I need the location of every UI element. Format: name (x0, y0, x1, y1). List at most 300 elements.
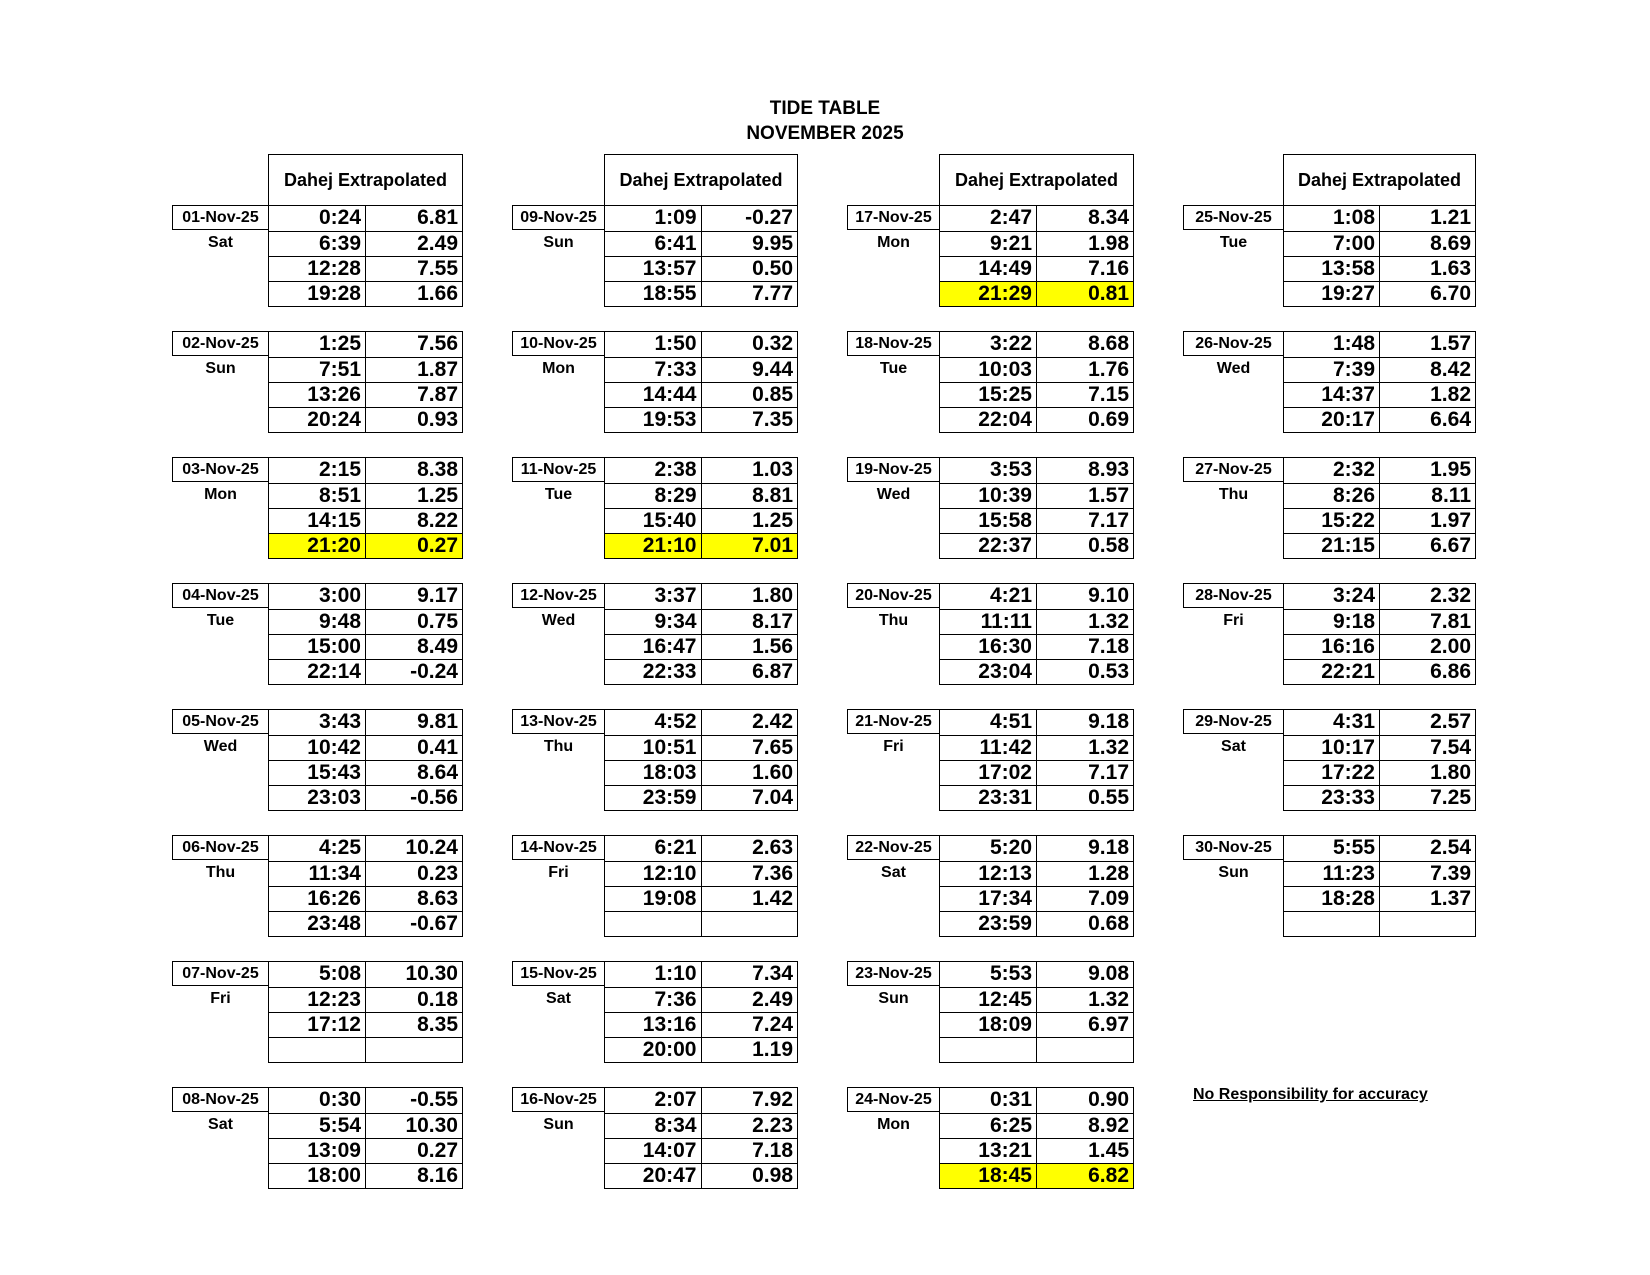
tide-row (605, 1163, 797, 1188)
tide-time: 17:12 (269, 1013, 366, 1037)
tide-time: 5:20 (940, 836, 1037, 861)
date-label: 27-Nov-25 (1183, 457, 1284, 482)
tide-row (605, 1088, 797, 1113)
tide-height: 7.16 (1088, 257, 1129, 280)
tide-row (269, 760, 462, 785)
tide-row (605, 1113, 797, 1138)
tide-time: 19:53 (605, 408, 702, 432)
date-label: 23-Nov-25 (847, 961, 940, 986)
tide-row (940, 508, 1133, 533)
tide-grid (1283, 709, 1476, 811)
date-label: 30-Nov-25 (1183, 835, 1284, 860)
tide-row (269, 508, 462, 533)
tide-row (1284, 861, 1475, 886)
tide-time: 17:02 (940, 761, 1037, 785)
tide-grid (939, 457, 1134, 559)
tide-row (940, 609, 1133, 634)
tide-row (940, 1138, 1133, 1163)
column-header: Dahej Extrapolated (604, 154, 798, 205)
tide-time: 4:21 (940, 584, 1037, 609)
tide-row (269, 483, 462, 508)
tide-row (1284, 206, 1475, 231)
tide-time: 7:39 (1284, 358, 1380, 382)
tide-time: 18:09 (940, 1013, 1037, 1037)
weekday-label: Tue (206, 611, 235, 629)
tide-height: 10.24 (405, 836, 458, 859)
tide-time: 1:25 (269, 332, 366, 357)
tide-height: 8.63 (417, 887, 458, 910)
tide-row (1284, 256, 1475, 281)
tide-height: 0.68 (1088, 912, 1129, 935)
tide-height: 7.18 (752, 1139, 793, 1162)
tide-row (269, 609, 462, 634)
tide-time: 10:51 (605, 736, 702, 760)
tide-height: 1.32 (1088, 988, 1129, 1011)
tide-height: 8.11 (1431, 484, 1471, 507)
tide-row (605, 508, 797, 533)
tide-time: 3:22 (940, 332, 1037, 357)
tide-time: 22:33 (605, 660, 702, 684)
tide-time: 18:55 (605, 282, 702, 306)
tide-row-highlighted (940, 281, 1133, 306)
tide-row (940, 357, 1133, 382)
date-label: 04-Nov-25 (172, 583, 269, 608)
tide-height: 9.18 (1088, 836, 1129, 859)
tide-height: 7.34 (752, 962, 793, 985)
tide-height: 0.75 (417, 610, 458, 633)
tide-time: 21:20 (269, 534, 366, 558)
weekday-label: Fri (548, 863, 569, 881)
tide-time: 10:42 (269, 736, 366, 760)
tide-row (1284, 533, 1475, 558)
tide-height (366, 1038, 462, 1062)
tide-time: 3:00 (269, 584, 366, 609)
tide-height: 9.95 (752, 232, 793, 255)
tide-row (269, 458, 462, 483)
tide-grid (1283, 331, 1476, 433)
tide-grid (268, 331, 463, 433)
tide-time: 1:10 (605, 962, 702, 987)
tide-time: 2:38 (605, 458, 702, 483)
tide-row (1284, 584, 1475, 609)
tide-height: 8.93 (1088, 458, 1129, 481)
tide-row (269, 1163, 462, 1188)
tide-row (940, 861, 1133, 886)
tide-time: 11:11 (940, 610, 1037, 634)
tide-height: 7.87 (417, 383, 458, 406)
tide-time: 19:08 (605, 887, 702, 911)
tide-row (269, 1113, 462, 1138)
tide-time: 12:28 (269, 257, 366, 281)
tide-height: 1.80 (752, 584, 793, 607)
tide-row (940, 231, 1133, 256)
tide-time: 12:23 (269, 988, 366, 1012)
tide-time: 20:47 (605, 1164, 702, 1188)
tide-grid (1283, 457, 1476, 559)
tide-height: 6.87 (752, 660, 793, 683)
tide-time: 6:21 (605, 836, 702, 861)
tide-time: 22:14 (269, 660, 366, 684)
tide-height: 9.17 (417, 584, 458, 607)
tide-time: 5:08 (269, 962, 366, 987)
tide-height: 9.44 (752, 358, 793, 381)
tide-row (605, 256, 797, 281)
tide-time: 21:10 (605, 534, 702, 558)
tide-time (940, 1038, 1037, 1062)
tide-time: 17:22 (1284, 761, 1380, 785)
tide-height: 2.54 (1430, 836, 1471, 859)
tide-time: 20:24 (269, 408, 366, 432)
date-label: 06-Nov-25 (172, 835, 269, 860)
tide-height: 8.17 (752, 610, 793, 633)
tide-time: 3:43 (269, 710, 366, 735)
tide-row (1284, 357, 1475, 382)
tide-row (1284, 911, 1475, 936)
weekday-label: Wed (876, 485, 911, 503)
tide-row (269, 332, 462, 357)
date-label: 07-Nov-25 (172, 961, 269, 986)
tide-height: 1.25 (417, 484, 458, 507)
tide-height: 6.86 (1430, 660, 1471, 683)
tide-row (269, 886, 462, 911)
tide-row (269, 785, 462, 810)
tide-height: 8.81 (752, 484, 793, 507)
tide-row (269, 911, 462, 936)
tide-height: 6.64 (1430, 408, 1471, 431)
page-title: TIDE TABLE (769, 98, 881, 119)
tide-row (269, 987, 462, 1012)
tide-height: 2.32 (1430, 584, 1471, 607)
tide-row (940, 1113, 1133, 1138)
tide-time: 16:26 (269, 887, 366, 911)
tide-row (605, 659, 797, 684)
tide-time: 14:44 (605, 383, 702, 407)
tide-height: 1.21 (1430, 206, 1471, 229)
tide-height: 1.28 (1088, 862, 1129, 885)
tide-row (269, 382, 462, 407)
tide-row (605, 634, 797, 659)
tide-time: 15:58 (940, 509, 1037, 533)
tide-height: 7.09 (1088, 887, 1129, 910)
tide-height: 8.69 (1430, 232, 1471, 255)
tide-time: 11:34 (269, 862, 366, 886)
tide-time: 5:55 (1284, 836, 1380, 861)
tide-row (269, 836, 462, 861)
tide-time: 12:45 (940, 988, 1037, 1012)
tide-row (940, 962, 1133, 987)
tide-grid (604, 709, 798, 811)
tide-row (940, 483, 1133, 508)
tide-row (605, 609, 797, 634)
tide-height: 8.64 (417, 761, 458, 784)
tide-time: 4:25 (269, 836, 366, 861)
tide-height: 7.18 (1088, 635, 1129, 658)
tide-time: 14:15 (269, 509, 366, 533)
tide-time: 4:52 (605, 710, 702, 735)
tide-height: 0.23 (417, 862, 458, 885)
tide-height: 7.56 (417, 332, 458, 355)
tide-row (605, 760, 797, 785)
tide-grid (939, 331, 1134, 433)
tide-row (605, 483, 797, 508)
tide-row (269, 256, 462, 281)
tide-height: 2.42 (752, 710, 793, 733)
tide-row (605, 206, 797, 231)
tide-time: 14:37 (1284, 383, 1380, 407)
tide-row (940, 634, 1133, 659)
tide-grid (268, 835, 463, 937)
tide-height: 6.82 (1037, 1164, 1133, 1188)
tide-row (605, 962, 797, 987)
tide-height: 1.45 (1088, 1139, 1129, 1162)
tide-grid (1283, 583, 1476, 685)
tide-time: 7:36 (605, 988, 702, 1012)
tide-height: 1.19 (752, 1038, 793, 1061)
tide-time: 14:49 (940, 257, 1037, 281)
weekday-label: Wed (203, 737, 238, 755)
date-label: 03-Nov-25 (172, 457, 269, 482)
tide-time: 13:09 (269, 1139, 366, 1163)
weekday-label: Sun (543, 1115, 574, 1133)
tide-row (1284, 710, 1475, 735)
tide-time: 0:24 (269, 206, 366, 231)
tide-row (940, 836, 1133, 861)
tide-height: 7.25 (1430, 786, 1471, 809)
tide-height: 7.17 (1088, 761, 1129, 784)
weekday-label: Sat (546, 989, 571, 1007)
tide-grid (268, 457, 463, 559)
tide-grid (604, 457, 798, 559)
tide-height: 8.35 (417, 1013, 458, 1036)
tide-time: 9:18 (1284, 610, 1380, 634)
tide-row (605, 357, 797, 382)
tide-time: 13:57 (605, 257, 702, 281)
tide-time: 15:40 (605, 509, 702, 533)
tide-time: 10:39 (940, 484, 1037, 508)
date-label: 22-Nov-25 (847, 835, 940, 860)
date-label: 15-Nov-25 (512, 961, 605, 986)
tide-time: 15:25 (940, 383, 1037, 407)
tide-height: -0.67 (410, 912, 458, 935)
tide-height: 7.92 (752, 1088, 793, 1111)
tide-row (1284, 634, 1475, 659)
tide-height: 2.57 (1430, 710, 1471, 733)
tide-row (605, 1037, 797, 1062)
weekday-label: Mon (204, 485, 237, 503)
tide-height: 7.36 (752, 862, 793, 885)
tide-height: 1.66 (417, 282, 458, 305)
tide-time: 21:15 (1284, 534, 1380, 558)
tide-grid (604, 1087, 798, 1189)
tide-grid (939, 709, 1134, 811)
tide-row (1284, 508, 1475, 533)
tide-height: 9.08 (1088, 962, 1129, 985)
tide-time: 2:32 (1284, 458, 1380, 483)
tide-grid (939, 583, 1134, 685)
tide-height: 2.23 (752, 1114, 793, 1137)
tide-height: 2.00 (1430, 635, 1471, 658)
date-label: 29-Nov-25 (1183, 709, 1284, 734)
tide-row (605, 458, 797, 483)
tide-height: 7.81 (1430, 610, 1471, 633)
tide-time: 18:00 (269, 1164, 366, 1188)
weekday-label: Sat (208, 1115, 233, 1133)
tide-grid (604, 331, 798, 433)
tide-height: 2.49 (752, 988, 793, 1011)
tide-height: 7.77 (752, 282, 793, 305)
tide-row (940, 911, 1133, 936)
weekday-label: Sun (543, 233, 574, 251)
tide-grid (939, 961, 1134, 1063)
tide-row (269, 357, 462, 382)
tide-row (269, 1088, 462, 1113)
tide-grid (268, 583, 463, 685)
weekday-label: Thu (205, 863, 236, 881)
tide-row (940, 760, 1133, 785)
tide-time: 20:17 (1284, 408, 1380, 432)
tide-row (269, 710, 462, 735)
tide-time: 23:59 (605, 786, 702, 810)
tide-time: 3:24 (1284, 584, 1380, 609)
tide-row (1284, 785, 1475, 810)
tide-height: 6.97 (1088, 1013, 1129, 1036)
tide-height: 1.57 (1088, 484, 1129, 507)
tide-height: 1.37 (1430, 887, 1471, 910)
tide-time: 20:00 (605, 1038, 702, 1062)
tide-row (605, 987, 797, 1012)
tide-time: 23:31 (940, 786, 1037, 810)
tide-row (269, 634, 462, 659)
tide-time: 9:21 (940, 232, 1037, 256)
tide-time: 2:07 (605, 1088, 702, 1113)
tide-height: -0.55 (410, 1088, 458, 1111)
tide-height: 0.58 (1088, 534, 1129, 557)
tide-row (605, 911, 797, 936)
date-label: 08-Nov-25 (172, 1087, 269, 1112)
tide-row (940, 584, 1133, 609)
tide-row (1284, 609, 1475, 634)
weekday-label: Sat (208, 233, 233, 251)
tide-height: 7.24 (752, 1013, 793, 1036)
tide-row (940, 256, 1133, 281)
tide-time: 6:39 (269, 232, 366, 256)
tide-row (1284, 281, 1475, 306)
tide-time: 4:31 (1284, 710, 1380, 735)
tide-row (605, 861, 797, 886)
tide-row (1284, 659, 1475, 684)
tide-row (940, 533, 1133, 558)
tide-height: 1.56 (752, 635, 793, 658)
weekday-label: Fri (210, 989, 231, 1007)
tide-height: 8.34 (1088, 206, 1129, 229)
weekday-label: Tue (1219, 233, 1248, 251)
tide-height (1380, 912, 1475, 936)
tide-time: 19:27 (1284, 282, 1380, 306)
tide-time: 15:43 (269, 761, 366, 785)
tide-time: 13:16 (605, 1013, 702, 1037)
tide-height: 1.42 (752, 887, 793, 910)
tide-time (269, 1038, 366, 1062)
weekday-label: Sun (205, 359, 236, 377)
tide-height: 1.76 (1088, 358, 1129, 381)
tide-time: 1:48 (1284, 332, 1380, 357)
tide-row (605, 382, 797, 407)
column-header: Dahej Extrapolated (1283, 154, 1476, 205)
tide-time: 15:22 (1284, 509, 1380, 533)
date-label: 16-Nov-25 (512, 1087, 605, 1112)
tide-row (269, 735, 462, 760)
tide-height: 1.32 (1088, 610, 1129, 633)
tide-height: 1.95 (1430, 458, 1471, 481)
tide-height: 0.27 (417, 1139, 458, 1162)
tide-time: 17:34 (940, 887, 1037, 911)
tide-height: 7.01 (702, 534, 798, 558)
tide-row (269, 281, 462, 306)
tide-time: 12:13 (940, 862, 1037, 886)
disclaimer-note: No Responsibility for accuracy (1193, 1086, 1428, 1103)
tide-time: 18:03 (605, 761, 702, 785)
tide-time: 22:21 (1284, 660, 1380, 684)
tide-time: 3:37 (605, 584, 702, 609)
date-label: 09-Nov-25 (512, 205, 605, 230)
tide-time: 10:03 (940, 358, 1037, 382)
date-label: 02-Nov-25 (172, 331, 269, 356)
date-label: 05-Nov-25 (172, 709, 269, 734)
tide-height: 0.90 (1088, 1088, 1129, 1111)
tide-row (940, 735, 1133, 760)
tide-grid (604, 583, 798, 685)
date-label: 13-Nov-25 (512, 709, 605, 734)
tide-time: 11:42 (940, 736, 1037, 760)
tide-time: 13:26 (269, 383, 366, 407)
tide-time: 12:10 (605, 862, 702, 886)
tide-row (605, 584, 797, 609)
tide-row (940, 659, 1133, 684)
date-label: 01-Nov-25 (172, 205, 269, 230)
tide-row (269, 584, 462, 609)
tide-row (940, 206, 1133, 231)
tide-row (1284, 458, 1475, 483)
tide-row (269, 861, 462, 886)
tide-time: 8:26 (1284, 484, 1380, 508)
tide-row (940, 1037, 1133, 1062)
tide-row-highlighted (605, 533, 797, 558)
tide-time: 7:00 (1284, 232, 1380, 256)
tide-grid (939, 205, 1134, 307)
tide-row-highlighted (940, 1163, 1133, 1188)
tide-row (1284, 407, 1475, 432)
tide-height: 8.49 (417, 635, 458, 658)
tide-row (605, 332, 797, 357)
date-label: 24-Nov-25 (847, 1087, 940, 1112)
tide-row (269, 962, 462, 987)
tide-height: 1.60 (752, 761, 793, 784)
tide-time: 6:41 (605, 232, 702, 256)
tide-time: 23:33 (1284, 786, 1380, 810)
tide-row (1284, 760, 1475, 785)
tide-time: 1:09 (605, 206, 702, 231)
tide-row (940, 332, 1133, 357)
tide-height: 0.85 (752, 383, 793, 406)
tide-height: 7.39 (1430, 862, 1471, 885)
weekday-label: Mon (877, 1115, 910, 1133)
tide-time: 22:37 (940, 534, 1037, 558)
tide-grid (268, 205, 463, 307)
tide-row (269, 1037, 462, 1062)
weekday-label: Fri (883, 737, 904, 755)
weekday-label: Tue (544, 485, 573, 503)
weekday-label: Sun (878, 989, 909, 1007)
